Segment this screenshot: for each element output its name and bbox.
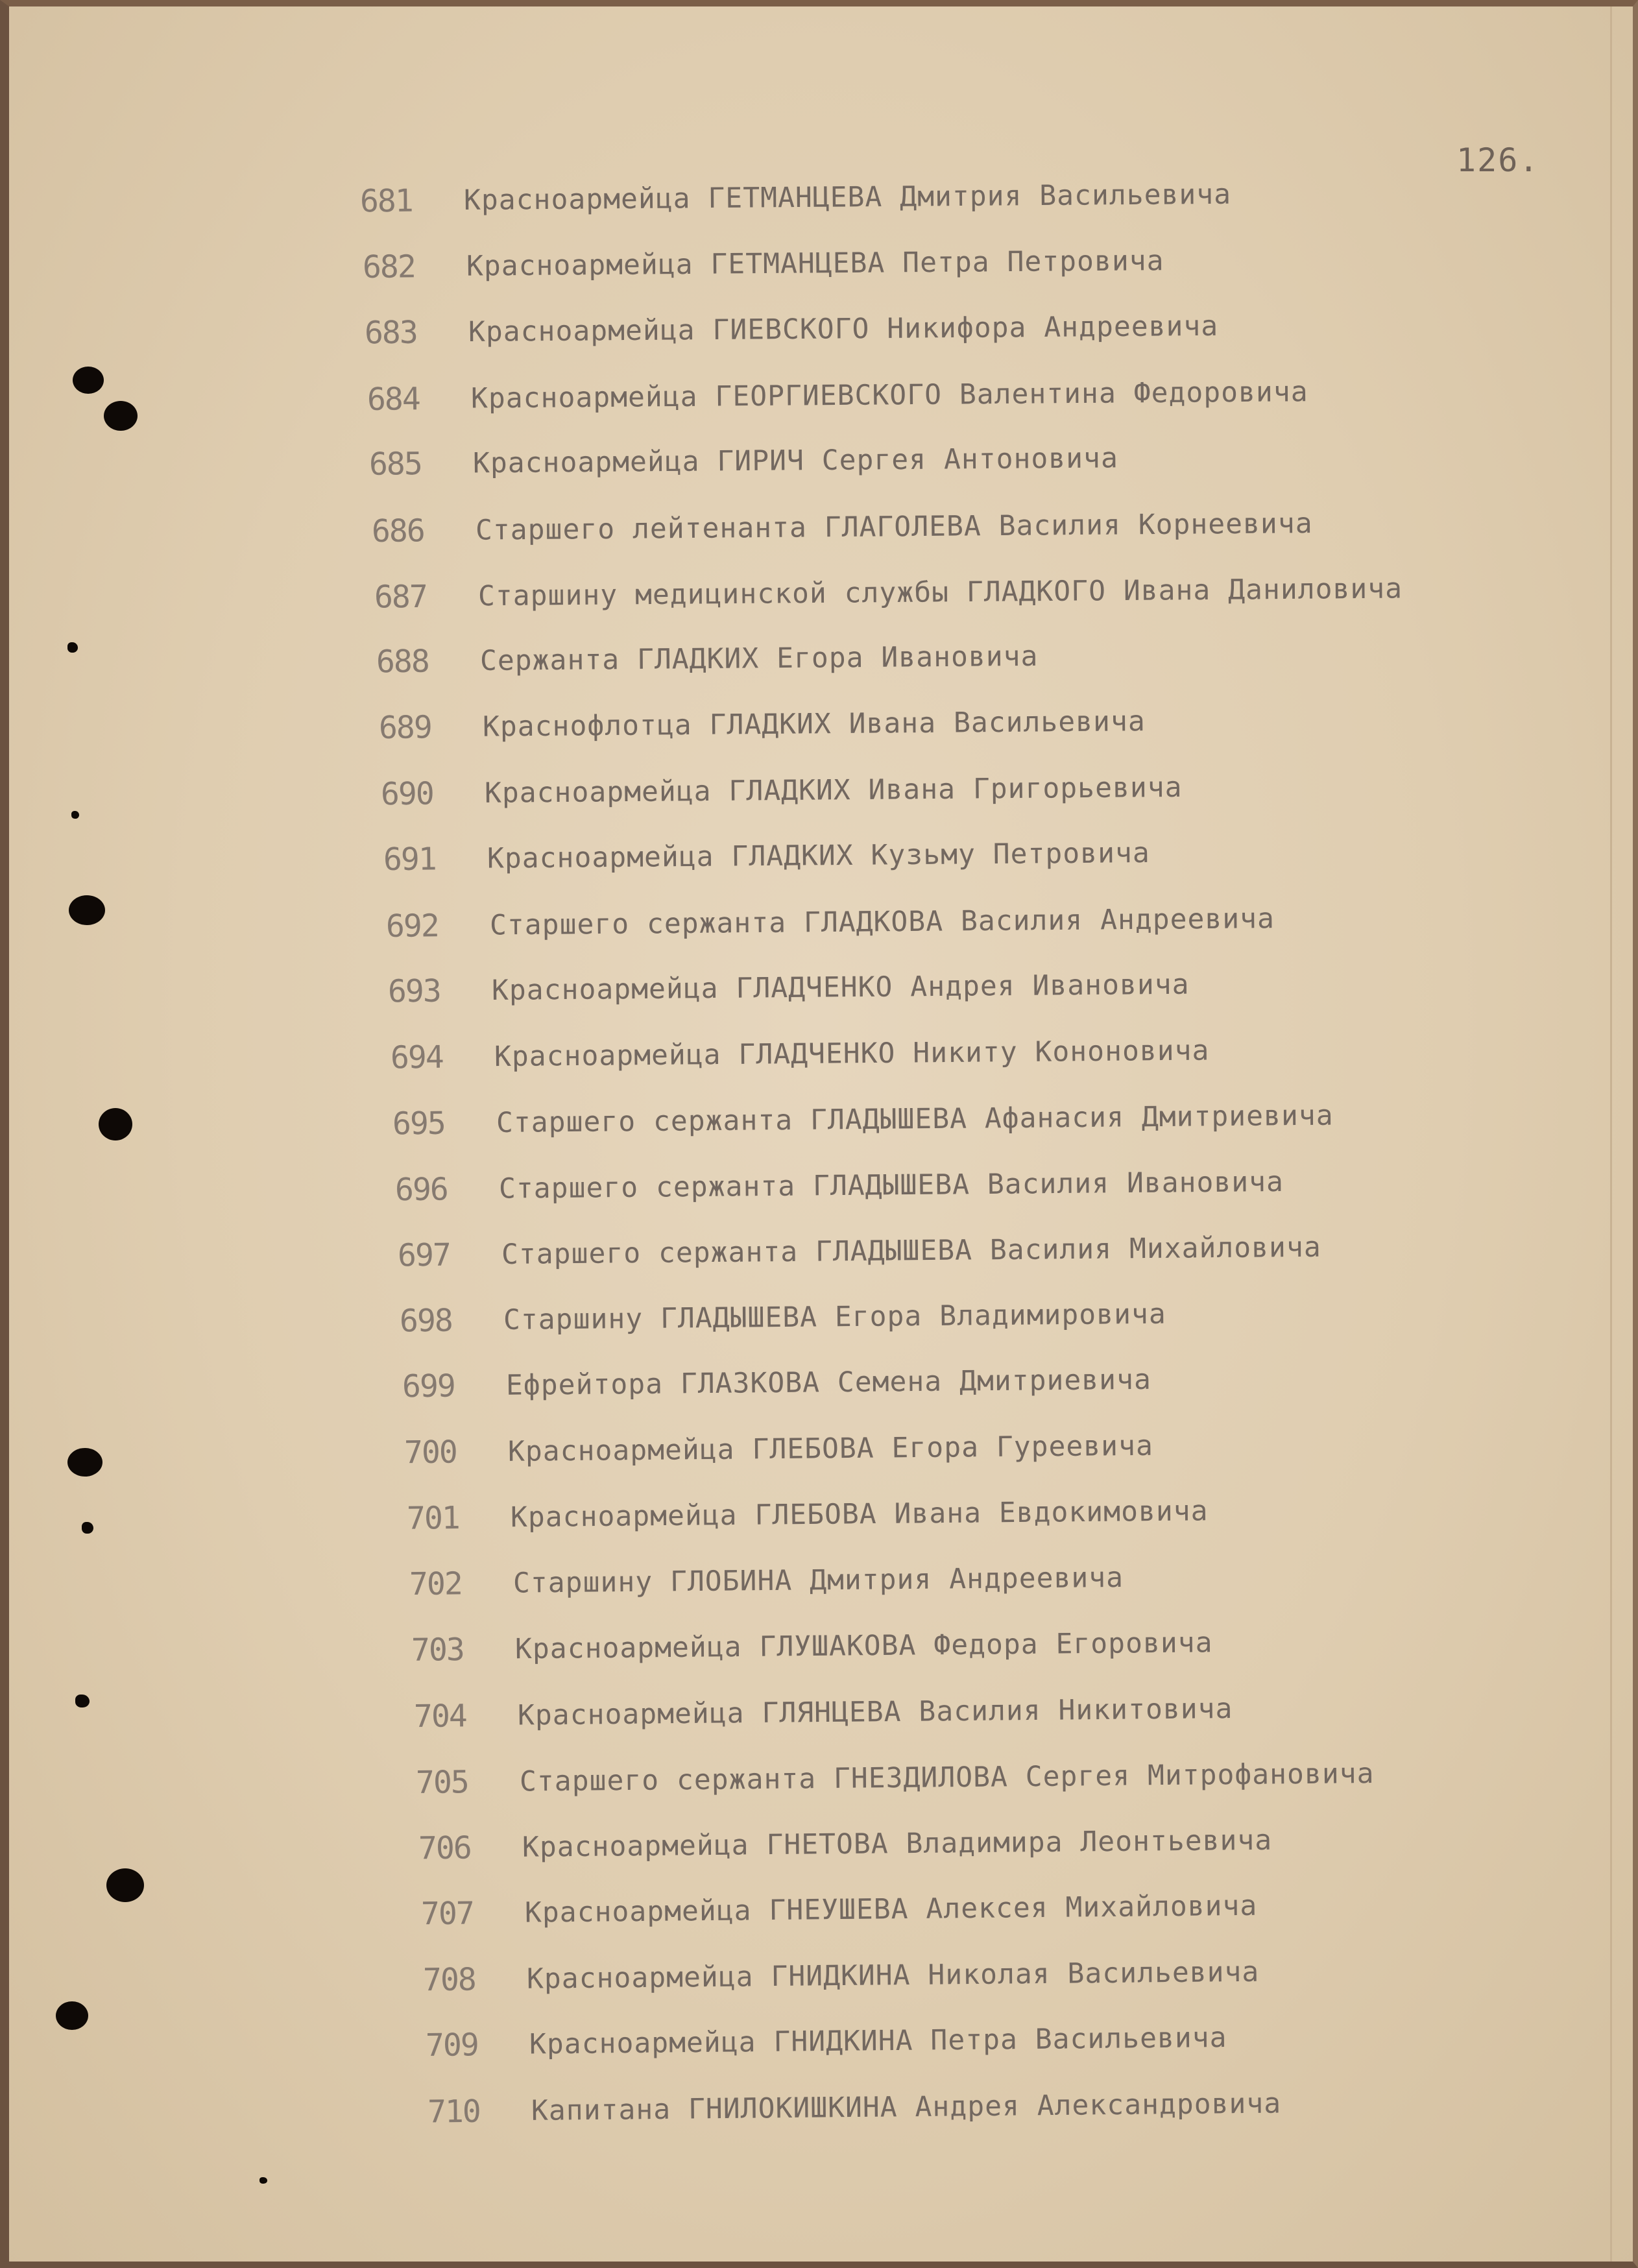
entry-number: 694: [390, 1039, 443, 1076]
list-entry: [420, 1883, 1257, 1936]
list-entry: [369, 435, 1118, 487]
punch-hole: [104, 401, 138, 431]
punch-hole: [71, 811, 79, 819]
entry-text: Красноармейца ГЛЕБОВА Ивана Евдокимовича: [510, 1495, 1209, 1534]
entry-number: 706: [418, 1829, 471, 1866]
list-entry: [428, 2081, 1282, 2134]
list-entry: [402, 1357, 1151, 1410]
list-entry: [400, 1291, 1166, 1344]
entry-number: 692: [385, 907, 439, 945]
entry-number: 700: [404, 1434, 457, 1471]
entry-number: 697: [397, 1237, 450, 1274]
entry-text: Красноармейца ГЕТМАНЦЕВА Дмитрия Васильевича: [463, 178, 1232, 217]
list-entry: [385, 896, 1275, 949]
entry-number: 684: [367, 380, 420, 418]
entry-text: Красноармейца ГЛАДКИХ Кузьму Петровича: [487, 836, 1150, 875]
entry-text: Красноармейца ГЛУШАКОВА Федора Егоровича: [514, 1626, 1213, 1666]
entry-text: Красноармейца ГЛАДКИХ Ивана Григорьевича: [485, 771, 1183, 810]
entry-text: Красноармейца ГЛЕБОВА Егора Гуреевича: [508, 1429, 1154, 1468]
entry-text: Старшину ГЛАДЫШЕВА Егора Владимировича: [503, 1297, 1167, 1336]
entry-text: Старшего сержанта ГЛАДЫШЕВА Василия Михайловича: [501, 1231, 1321, 1271]
entry-number: 690: [381, 775, 434, 812]
entry-text: Старшего лейтенанта ГЛАГОЛЕВА Василия Корнеевича: [475, 507, 1313, 547]
list-entry: [367, 369, 1308, 422]
entry-text: Красноармейца ГЛЯНЦЕВА Василия Никитовича: [517, 1692, 1233, 1731]
list-entry: [372, 501, 1313, 554]
entry-number: 688: [376, 643, 429, 680]
list-entry: [397, 1225, 1321, 1279]
punch-hole: [82, 1522, 93, 1534]
list-entry: [407, 1488, 1209, 1541]
list-entry: [391, 1028, 1210, 1080]
entry-number: 702: [409, 1565, 462, 1602]
entry-number: 693: [387, 972, 441, 1010]
list-entry: [376, 633, 1039, 684]
punch-hole: [259, 2177, 267, 2184]
entry-text: Капитана ГНИЛОКИШКИНА Андрея Александровича: [531, 2087, 1282, 2127]
entry-number: 701: [406, 1499, 459, 1537]
entry-number: 703: [411, 1632, 464, 1669]
entry-number: 708: [422, 1960, 476, 1998]
list-entry: [392, 1093, 1334, 1147]
entry-number: 709: [425, 2027, 478, 2064]
list-entry: [409, 1554, 1124, 1606]
entry-text: Красноармейца ГИЕВСКОГО Никифора Андреевича: [468, 309, 1219, 348]
entry-text: Старшего сержанта ГЛАДЫШЕВА Афанасия Дмитриевича: [496, 1099, 1334, 1139]
page-number: 126.: [1456, 141, 1540, 179]
entry-number: 695: [392, 1105, 446, 1142]
entry-number: 691: [383, 841, 436, 878]
entry-number: 682: [362, 248, 415, 285]
entry-number: 710: [428, 2093, 481, 2130]
list-entry: [416, 1751, 1375, 1805]
entry-number: 696: [394, 1170, 448, 1208]
list-entry: [381, 764, 1183, 816]
entry-number: 707: [420, 1895, 474, 1933]
list-entry: [425, 2015, 1227, 2068]
entry-text: Красноармейца ГИРИЧ Сергея Антоновича: [473, 442, 1119, 480]
list-entry: [365, 304, 1219, 356]
entry-number: 683: [364, 314, 418, 352]
entry-number: 699: [402, 1368, 455, 1405]
list-entry: [413, 1686, 1233, 1739]
punch-hole: [56, 2001, 88, 2030]
punch-hole: [106, 1868, 144, 1902]
punch-hole: [99, 1108, 132, 1140]
punch-hole: [67, 1448, 102, 1477]
list-entry: [374, 566, 1403, 620]
entry-number: 687: [374, 578, 427, 616]
list-entry: [360, 172, 1232, 224]
entry-number: 689: [378, 709, 431, 746]
list-entry: [411, 1620, 1213, 1673]
entry-text: Красноармейца ГНИДКИНА Николая Васильевича: [526, 1955, 1260, 1996]
list-entry: [395, 1159, 1284, 1212]
entry-text: Ефрейтора ГЛАЗКОВА Семена Дмитриевича: [505, 1363, 1151, 1402]
entry-number: 681: [359, 182, 413, 220]
punch-hole: [69, 895, 105, 925]
entry-text: Краснофлотца ГЛАДКИХ Ивана Васильевича: [482, 705, 1146, 743]
entry-text: Красноармейца ГНИДКИНА Петра Васильевича: [529, 2021, 1227, 2061]
entry-text: Старшего сержанта ГНЕЗДИЛОВА Сергея Митрофановича: [520, 1757, 1375, 1798]
entry-number: 686: [371, 512, 424, 549]
entry-text: Красноармейца ГЕОРГИЕВСКОГО Валентина Федоровича: [470, 375, 1308, 415]
entry-text: Старшего сержанта ГЛАДКОВА Василия Андреевича: [489, 902, 1275, 942]
entry-number: 705: [416, 1764, 469, 1802]
entry-text: Сержанта ГЛАДКИХ Егора Ивановича: [479, 640, 1039, 677]
entry-number: 704: [413, 1697, 466, 1735]
list-entry: [388, 962, 1190, 1015]
entry-text: Красноармейца ГЕТМАНЦЕВА Петра Петровича: [466, 244, 1164, 283]
entry-number: 698: [399, 1302, 453, 1339]
list-entry: [383, 830, 1150, 882]
punch-hole: [73, 367, 104, 394]
entry-text: Красноармейца ГНЕТОВА Владимира Леонтьевича: [522, 1824, 1273, 1864]
entry-text: Красноармейца ГЛАДЧЕНКО Никиту Кононовича: [494, 1033, 1210, 1073]
list-entry: [362, 238, 1164, 290]
entry-text: Красноармейца ГНЕУШЕВА Алексея Михайловича: [524, 1889, 1258, 1929]
punch-hole: [67, 642, 78, 653]
list-entry: [379, 699, 1146, 751]
entry-text: Старшего сержанта ГЛАДЫШЕВА Василия Ивановича: [498, 1165, 1284, 1205]
list-entry: [404, 1423, 1153, 1475]
punch-hole: [75, 1695, 90, 1707]
entry-text: Старшину медицинской службы ГЛАДКОГО Ивана Даниловича: [477, 572, 1403, 613]
entry-number: 685: [369, 446, 422, 483]
entry-text: Красноармейца ГЛАДЧЕНКО Андрея Ивановича: [491, 968, 1190, 1007]
entry-text: Старшину ГЛОБИНА Дмитрия Андреевича: [512, 1561, 1124, 1600]
list-entry: [418, 1817, 1273, 1871]
list-entry: [423, 1949, 1260, 2003]
